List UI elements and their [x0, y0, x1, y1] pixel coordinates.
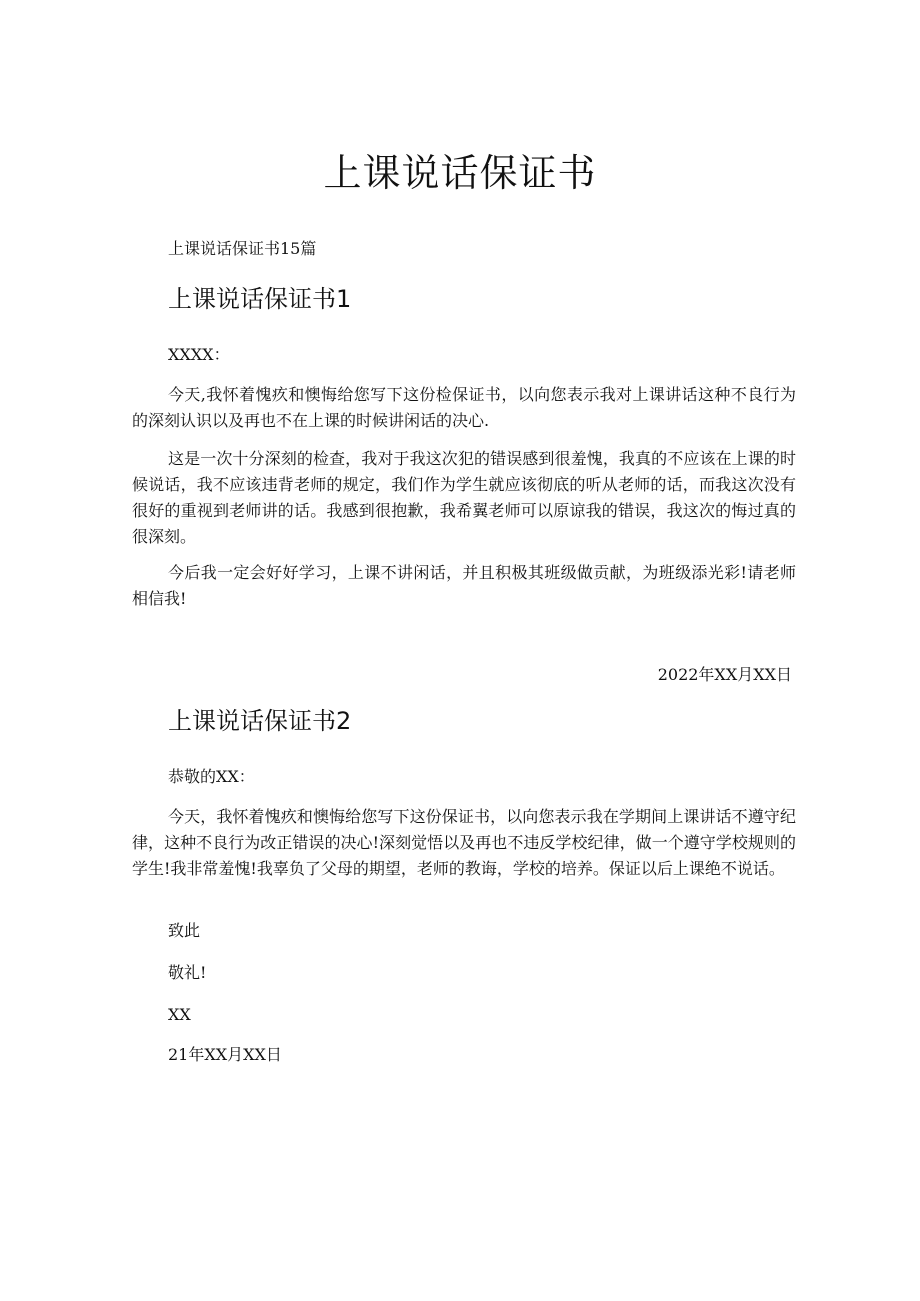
letter1-paragraph-1: 今天,我怀着愧疚和懊悔给您写下这份检保证书，以向您表示我对上课讲话这种不良行为的深刻认识以及再也不在上课的时候讲闲话的决心.	[132, 385, 796, 430]
letter1-salutation: XXXX：	[168, 345, 230, 364]
letter1-heading: 上课说话保证书1	[168, 285, 352, 313]
letter2-closing-1: 致此	[168, 921, 201, 940]
document-title: 上课说话保证书	[323, 151, 597, 195]
letter2-closing-2: 敬礼!	[168, 963, 207, 982]
letter2-salutation: 恭敬的XX：	[168, 767, 255, 786]
letter2-heading: 上课说话保证书2	[168, 707, 352, 735]
letter2-paragraph-1: 今天，我怀着愧疚和懊悔给您写下这份保证书，以向您表示我在学期间上课讲话不遵守纪律，这种不良行为改正错误的决心!深刻觉悟以及再也不违反学校纪律，做一个遵守学校规则的学生!我非常羞愧!我辜负了父母的期望，老师的教诲，学校的培养。保证以后上课绝不说话。	[132, 807, 796, 878]
document-subtitle: 上课说话保证书15篇	[168, 239, 317, 258]
letter2-signature: XX	[168, 1005, 191, 1024]
letter1-paragraph-3: 今后我一定会好好学习，上课不讲闲话，并且积极其班级做贡献，为班级添光彩!请老师相信我!	[132, 563, 796, 608]
letter2-date: 21年XX月XX日	[168, 1045, 282, 1064]
letter1-date: 2022年XX月XX日	[657, 665, 792, 684]
letter1-paragraph-2: 这是一次十分深刻的检查，我对于我这次犯的错误感到很羞愧，我真的不应该在上课的时候说话，我不应该违背老师的规定，我们作为学生就应该彻底的听从老师的话，而我这次没有很好的重视到老师讲的话。我感到很抱歉，我希翼老师可以原谅我的错误，我这次的悔过真的很深刻。	[132, 449, 796, 546]
